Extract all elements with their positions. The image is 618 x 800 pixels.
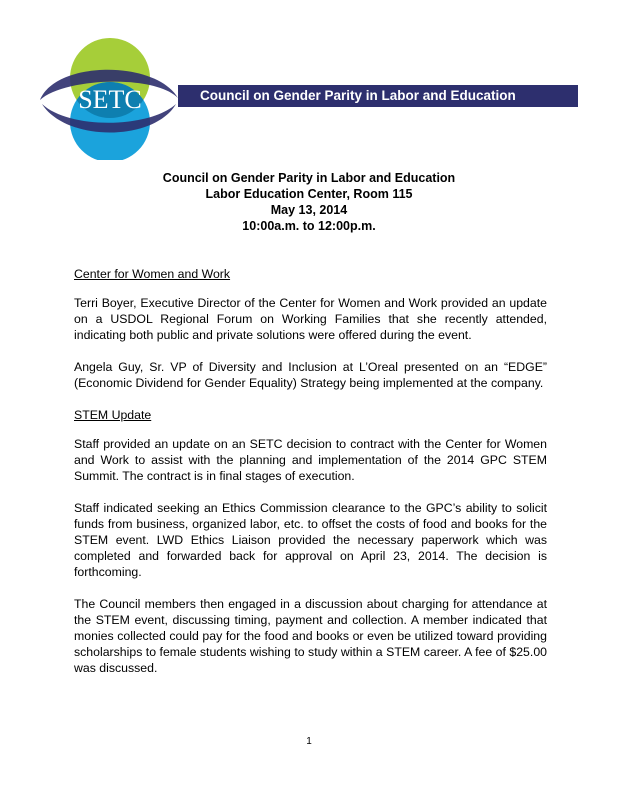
paragraph: The Council members then engaged in a discussion about charging for attendance at the STEM event, discussing timing, payment and collection. A member indicated that monies collected could pay for the food and books or even be utilized toward providing scholarships to female students wishing to study within a STEM career. A fee of $25.00 was discussed. — [74, 597, 547, 675]
banner-title: Council on Gender Parity in Labor and Education — [200, 88, 516, 103]
meeting-location: Labor Education Center, Room 115 — [205, 187, 413, 201]
setc-logo — [36, 38, 180, 160]
setc-logo-graphic — [36, 38, 180, 160]
meeting-date: May 13, 2014 — [270, 203, 348, 217]
meeting-time: 10:00a.m. to 12:00p.m. — [242, 219, 376, 233]
minutes-body — [74, 266, 547, 692]
paragraph: Staff provided an update on an SETC decision to contract with the Center for Women and Work to assist with the planning and implementation of the 2014 GPC STEM Summit. The contract is in final stages of execution. — [74, 437, 547, 483]
section-title-stem-update: STEM Update — [74, 408, 152, 422]
meeting-title: Council on Gender Parity in Labor and Education — [162, 171, 456, 185]
paragraph: Terri Boyer, Executive Director of the Center for Women and Work provided an update on a USDOL Regional Forum on Working Families that she recently attended, indicating both public and private solutions were offered during the event. — [74, 296, 547, 342]
meeting-header — [0, 170, 618, 234]
paragraph: Staff indicated seeking an Ethics Commission clearance to the GPC’s ability to solicit funds from business, organized labor, etc. to offset the costs of food and books for the STEM event. LWD Ethics Liaison provided the necessary paperwork which was completed and forwarded back for approval on April 23, 2014. The decision is forthcoming. — [74, 501, 547, 579]
logo-text: SETC — [78, 85, 142, 114]
header-banner — [178, 85, 578, 107]
paragraph: Angela Guy, Sr. VP of Diversity and Inclusion at L’Oreal presented on an “EDGE” (Economic Dividend for Gender Equality) Strategy being implemented at the company. — [74, 360, 547, 390]
section-title-center-for-women-and-work: Center for Women and Work — [74, 267, 231, 281]
page-number: 1 — [306, 736, 312, 747]
